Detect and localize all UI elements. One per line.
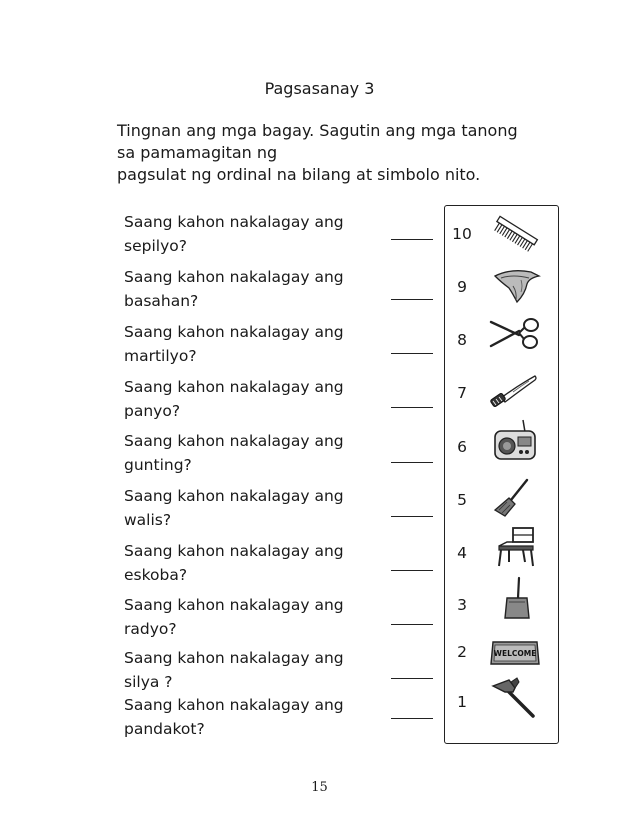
question-item [124, 265, 384, 313]
question-object: sepilyo? [124, 237, 187, 255]
question-line: Saang kahon nakalagay ang [124, 596, 344, 614]
page-number: 15 [311, 780, 328, 795]
instruction-line: sa pamamagitan ng [117, 143, 278, 162]
page-title: Pagsasanay 3 [264, 79, 375, 98]
object-box [444, 205, 559, 744]
answer-blank[interactable] [391, 462, 433, 463]
question-object: gunting? [124, 456, 192, 474]
question-line: Saang kahon nakalagay ang [124, 268, 344, 286]
box-number: 7 [457, 384, 467, 402]
answer-blank[interactable] [391, 299, 433, 300]
answer-blank[interactable] [391, 239, 433, 240]
radio-icon [489, 418, 541, 462]
answer-blank[interactable] [391, 678, 433, 679]
box-number: 4 [457, 544, 467, 562]
box-number: 5 [457, 491, 467, 509]
question-line: Saang kahon nakalagay ang [124, 542, 344, 560]
question-item [124, 693, 384, 741]
answer-blank[interactable] [391, 624, 433, 625]
question-line: Saang kahon nakalagay ang [124, 432, 344, 450]
question-object: martilyo? [124, 347, 197, 365]
answer-blank[interactable] [391, 570, 433, 571]
question-item [124, 429, 384, 477]
question-line: Saang kahon nakalagay ang [124, 213, 344, 231]
toothbrush-icon [487, 368, 539, 412]
dustpan-icon [489, 576, 541, 620]
answer-blank[interactable] [391, 353, 433, 354]
answer-blank[interactable] [391, 718, 433, 719]
box-number: 3 [457, 596, 467, 614]
question-line: Saang kahon nakalagay ang [124, 649, 344, 667]
answer-blank[interactable] [391, 407, 433, 408]
question-object: eskoba? [124, 566, 188, 584]
question-object: walis? [124, 511, 172, 529]
box-number: 8 [457, 331, 467, 349]
doormat-icon [489, 630, 541, 674]
doormat-label: WELCOME [493, 649, 537, 658]
hammer-icon [487, 676, 539, 720]
question-object: basahan? [124, 292, 199, 310]
question-item [124, 539, 384, 587]
box-number: 2 [457, 643, 467, 661]
box-number: 9 [457, 278, 467, 296]
answer-blank[interactable] [391, 516, 433, 517]
scissors-icon [489, 312, 541, 356]
instruction-line: pagsulat ng ordinal na bilang at simbolo nito. [117, 165, 481, 184]
handkerchief-icon [491, 264, 543, 308]
chair-icon [489, 524, 541, 568]
question-object: pandakot? [124, 720, 205, 738]
question-item [124, 210, 384, 258]
question-line: Saang kahon nakalagay ang [124, 487, 344, 505]
question-object: silya ? [124, 673, 173, 691]
box-number: 1 [457, 693, 467, 711]
brush-icon [487, 476, 539, 520]
box-number: 10 [452, 225, 472, 243]
instruction-line: Tingnan ang mga bagay. Sagutin ang mga tanong [117, 121, 518, 140]
question-line: Saang kahon nakalagay ang [124, 323, 344, 341]
question-object: panyo? [124, 402, 181, 420]
question-line: Saang kahon nakalagay ang [124, 696, 344, 714]
question-line: Saang kahon nakalagay ang [124, 378, 344, 396]
comb-icon [489, 212, 541, 256]
question-item [124, 484, 384, 532]
question-item [124, 320, 384, 368]
instructions [117, 120, 547, 186]
question-object: radyo? [124, 620, 177, 638]
box-number: 6 [457, 438, 467, 456]
question-item [124, 646, 384, 694]
question-item [124, 375, 384, 423]
question-item [124, 593, 384, 641]
